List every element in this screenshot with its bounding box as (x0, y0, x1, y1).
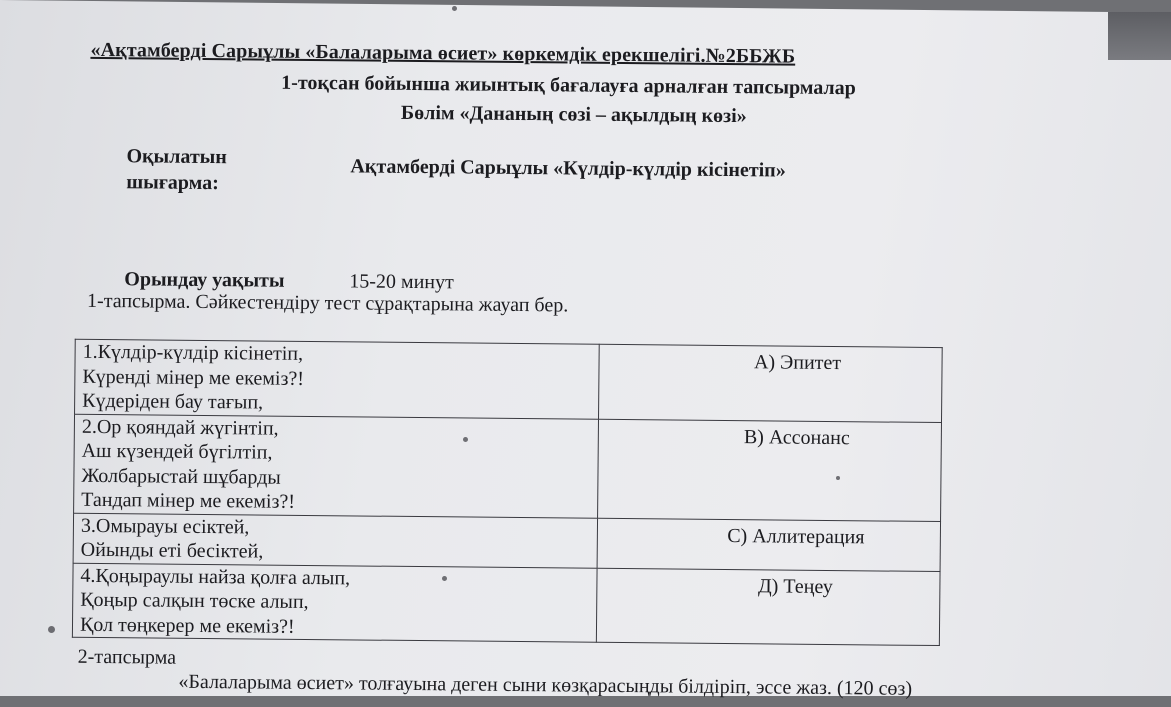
section-title: Бөлім «Дананың сөзі – ақылдың көзі» (400, 101, 747, 128)
verse-cell (75, 339, 600, 419)
task2-label: 2-тапсырма (77, 645, 177, 669)
paper-speck (463, 437, 468, 442)
verse-line: Күдеріден бау тағып, (82, 389, 264, 414)
document-subtitle: 1-тоқсан бойынша жиынтық бағалауға арналған тапсырмалар (281, 71, 856, 100)
verse-line: 3.Омырауы есіктей, (80, 514, 250, 538)
answer-option: С) Аллитерация (597, 518, 940, 571)
verse-cell (74, 414, 599, 518)
verse-cell (72, 563, 597, 643)
verse-line: Аш күзендей бүгілтіп, (81, 439, 273, 464)
answer-option: В) Ассонанс (598, 419, 942, 521)
verse-line: Күренді мінер ме екеміз?! (82, 365, 305, 390)
verse-line: Қол төңкерер ме екеміз?! (79, 613, 295, 638)
verse-line: 1.Күлдір-күлдір кісінетіп, (82, 340, 304, 365)
verse-line: Ойынды еті бесіктей, (80, 538, 264, 563)
work-value: Ақтамберді Сарыұлы «Күлдір-күлдір кісінетіп» (350, 155, 786, 182)
verse-line: 4.Қоңыраулы найза қолға алып, (80, 564, 351, 589)
paper-speck (442, 576, 447, 581)
table-row (74, 414, 942, 521)
answer-option: Д) Теңеу (596, 568, 940, 646)
task2-instruction: «Балаларыма өсиет» толғауына деген сыни көзқарасыңды білдіріп, эссе жаз. (120 сөз) (178, 670, 913, 700)
document-title: «Ақтамберді Сарыұлы «Балаларыма өсиет» көркемдік ерекшелігі.№2ББЖБ (90, 38, 796, 68)
verse-line: 2.Ор қояндай жүгінтіп, (81, 415, 279, 440)
paper-speck (836, 476, 840, 480)
time-value: 15-20 минут (349, 270, 454, 294)
answer-option: А) Эпитет (599, 344, 943, 422)
task1-instruction: 1-тапсырма. Сәйкестендіру тест сұрақтарына жауап бер. (87, 289, 569, 317)
time-label: Орындау уақыты (124, 268, 285, 292)
matching-table (72, 339, 943, 646)
work-label: Оқылатын шығарма: (126, 145, 227, 195)
verse-line: Жолбарыстай шұбарды (81, 464, 281, 489)
verse-line: Қоңыр салқын төске алып, (80, 588, 309, 613)
verse-cell (73, 513, 597, 568)
table-row (75, 339, 943, 422)
paper-speck (48, 626, 55, 633)
verse-line: Тандап мінер ме екеміз?! (81, 488, 296, 513)
paper-speck (452, 6, 457, 11)
table-row (73, 513, 940, 571)
table-row (72, 563, 940, 646)
